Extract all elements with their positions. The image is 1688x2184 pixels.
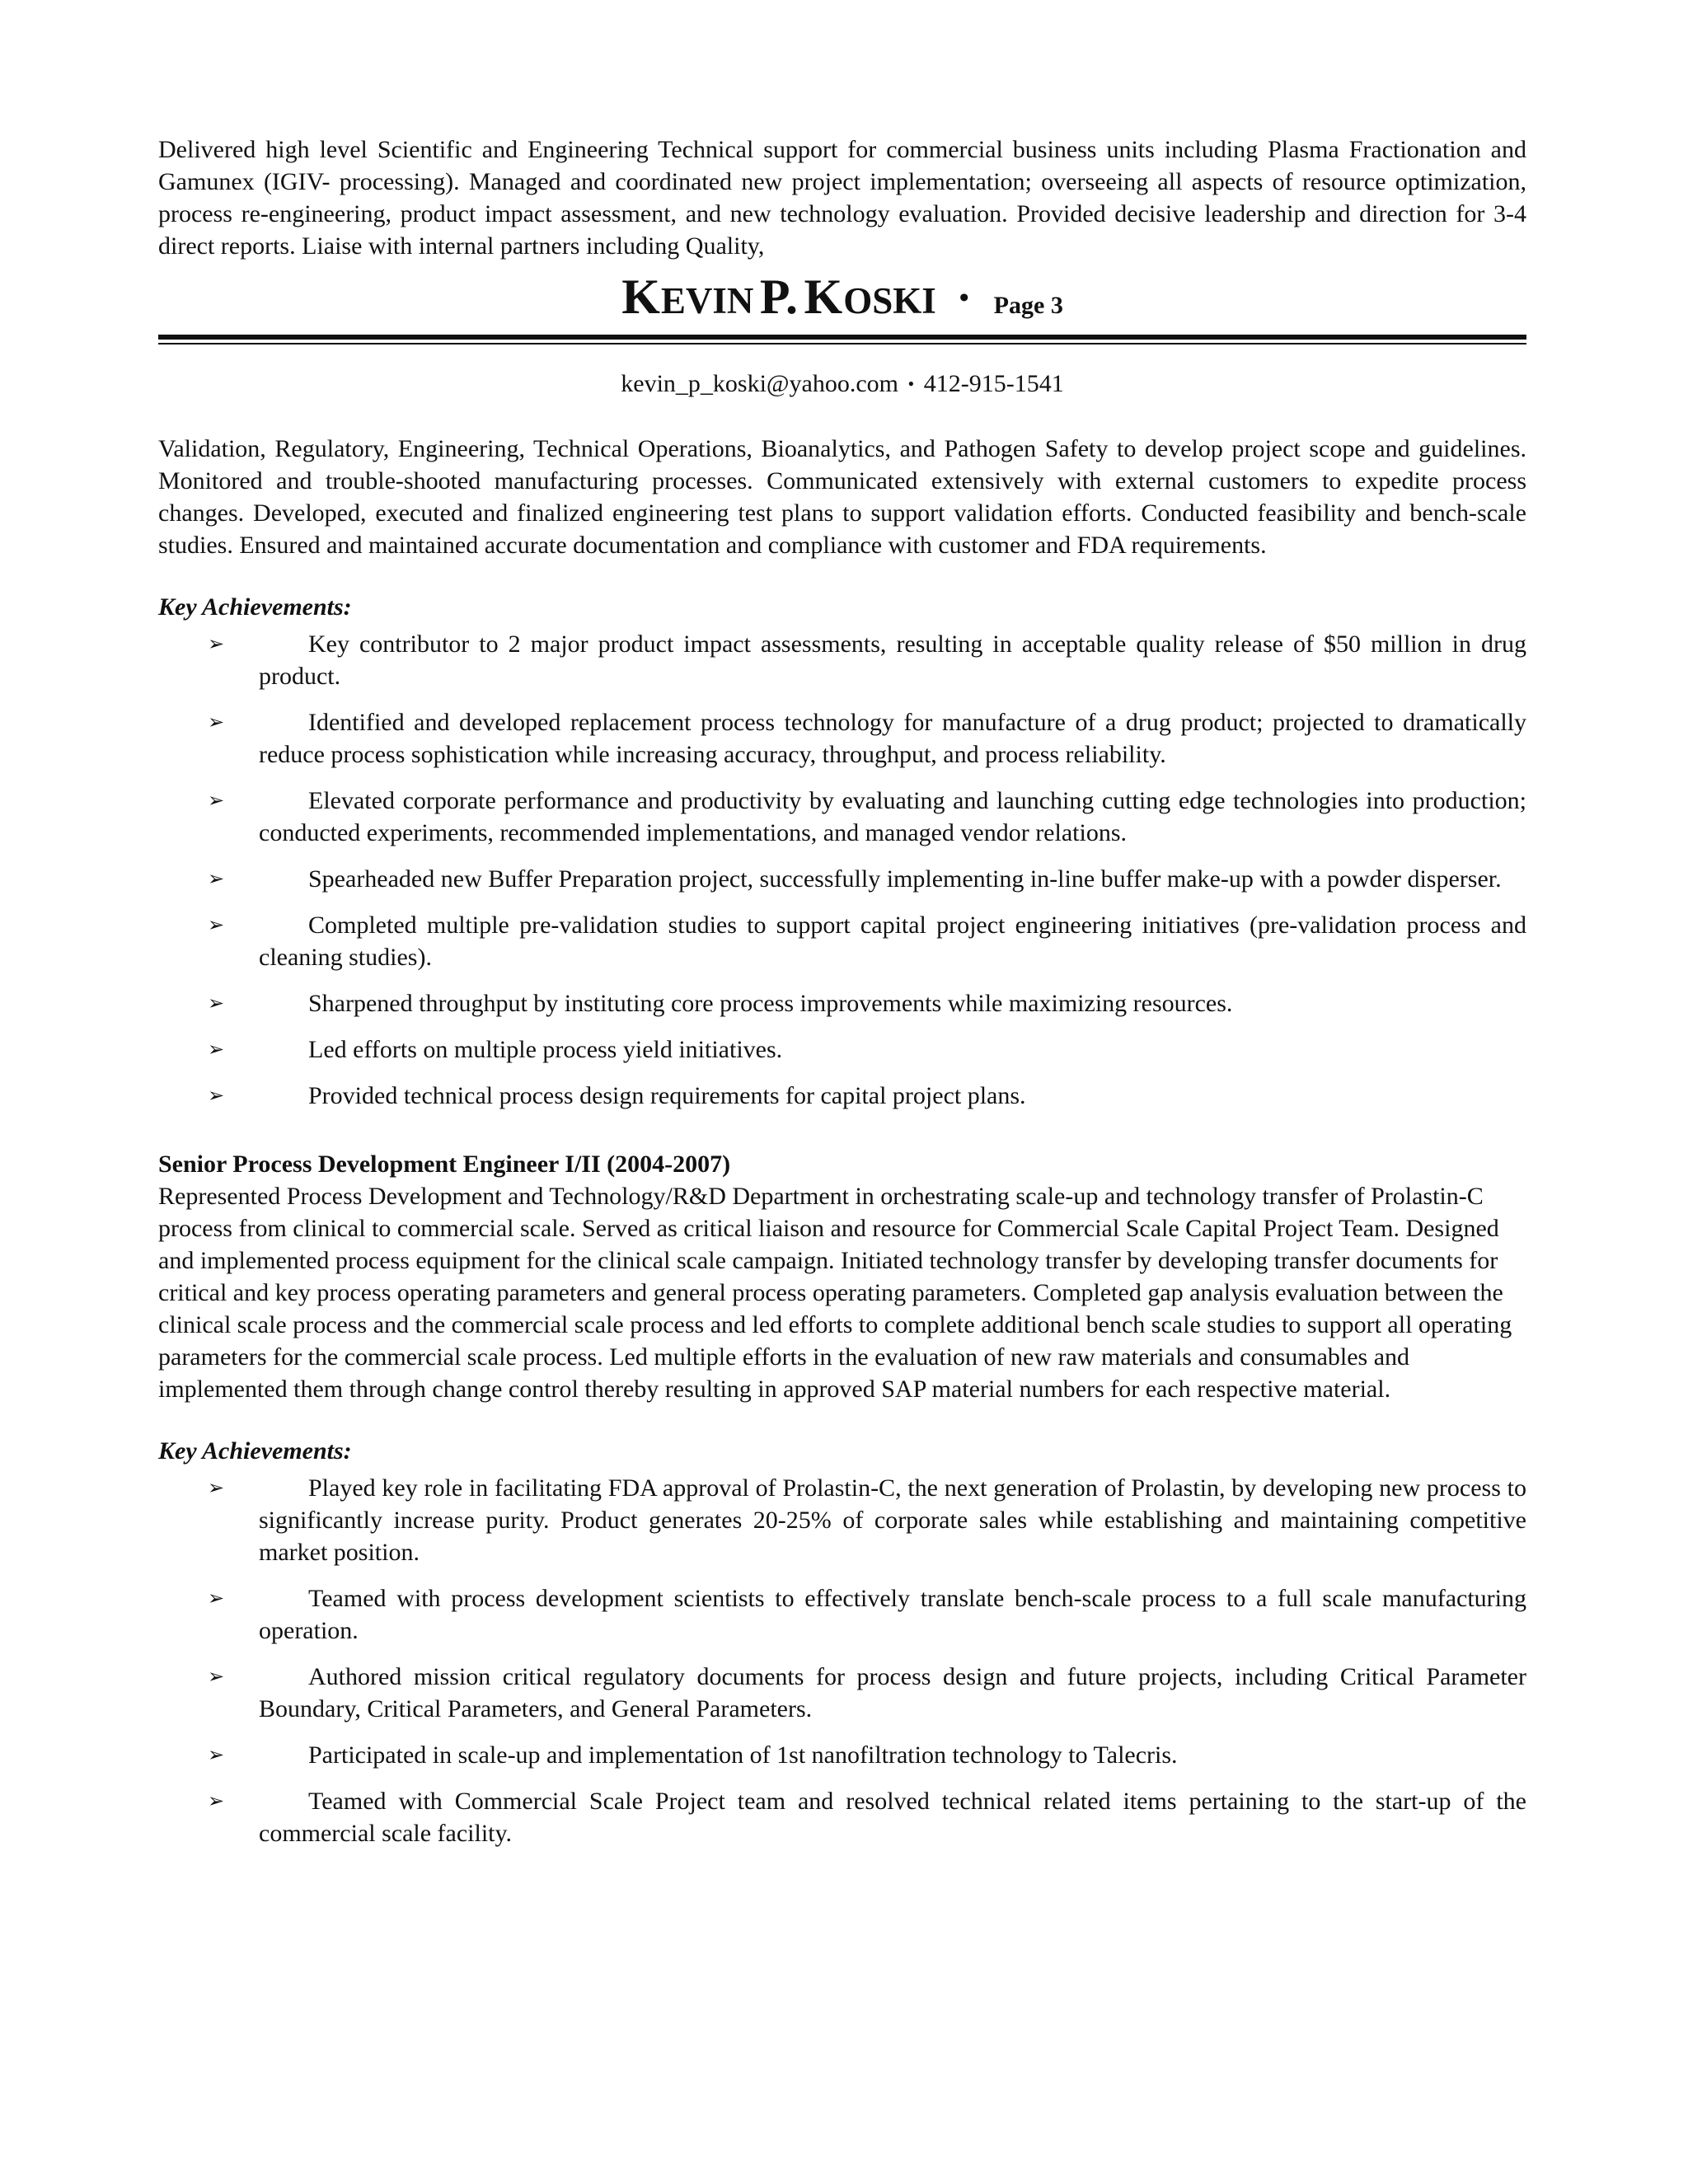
divider-thick-line: [158, 335, 1526, 340]
arrow-bullet-icon: ➢: [208, 789, 225, 812]
page-header: [158, 270, 1526, 323]
arrow-bullet-icon: ➢: [208, 1789, 225, 1812]
arrow-bullet-icon: ➢: [208, 632, 225, 655]
achievement-text: Teamed with process development scientists to effectively translate bench-scale process to a full scale manufacturing operation.: [259, 1585, 1526, 1644]
name-middle: P.: [759, 269, 799, 324]
achievement-text: Sharpened throughput by instituting core process improvements while maximizing resources.: [308, 990, 1233, 1017]
contact-separator: •: [907, 373, 915, 394]
contact-email: kevin_p_koski@yahoo.com: [621, 370, 899, 397]
achievement-text: Led efforts on multiple process yield initiatives.: [308, 1036, 783, 1063]
intro-paragraph: Delivered high level Scientific and Engineering Technical support for commercial business units including Plasma Fractionation and Gamunex (IGIV- processing). Managed and coordinated new project implementation; overseeing all aspects of resource optimization, process re-engineering, product impact assessment, and new technology evaluation. Provided decisive leadership and direction for 3-4 direct reports. Liaise with internal partners including Quality,: [158, 136, 1526, 260]
arrow-bullet-icon: ➢: [208, 1665, 225, 1688]
name-last-initial: K: [804, 269, 844, 324]
key-achievements-heading: Key Achievements:: [158, 1437, 352, 1465]
arrow-bullet-icon: ➢: [208, 1586, 225, 1610]
achievement-text: Provided technical process design requirements for capital project plans.: [308, 1082, 1026, 1109]
arrow-bullet-icon: ➢: [208, 991, 225, 1015]
job-title: Senior Process Development Engineer I/II (2004-2007): [158, 1151, 731, 1178]
list-item: [158, 863, 1526, 895]
arrow-bullet-icon: ➢: [208, 710, 225, 733]
list-item: [158, 706, 1526, 771]
contact-phone: 412-915-1541: [923, 370, 1064, 397]
list-item: [158, 628, 1526, 692]
achievement-text: Played key role in facilitating FDA approval of Prolastin-C, the next generation of Prolastin, by developing new process to significantly increase purity. Product generates 20-25% of corporate sales while establishing and maintaining competitive market position.: [259, 1474, 1526, 1566]
arrow-bullet-icon: ➢: [208, 913, 225, 936]
key-achievements-heading: Key Achievements:: [158, 593, 352, 621]
list-item: [158, 1080, 1526, 1112]
achievement-text: Completed multiple pre-validation studies to support capital project engineering initiatives (pre-validation process and cleaning studies).: [259, 912, 1526, 971]
achievement-list: [158, 1472, 1526, 1849]
arrow-bullet-icon: ➢: [208, 1084, 225, 1107]
list-item: [158, 1661, 1526, 1725]
arrow-bullet-icon: ➢: [208, 1743, 225, 1766]
list-item: [158, 785, 1526, 849]
divider-thin-line: [158, 343, 1526, 344]
header-divider: [158, 335, 1526, 344]
resume-page: [158, 134, 1526, 1863]
arrow-bullet-icon: ➢: [208, 1476, 225, 1499]
list-item: [158, 1785, 1526, 1849]
achievement-text: Key contributor to 2 major product impact assessments, resulting in acceptable quality release of $50 million in drug product.: [259, 630, 1526, 690]
achievement-text: Identified and developed replacement process technology for manufacture of a drug product; projected to dramatically reduce process sophistication while increasing accuracy, throughput, and process reliability.: [259, 709, 1526, 768]
achievement-text: Spearheaded new Buffer Preparation project, successfully implementing in-line buffer make-up with a powder disperser.: [308, 865, 1502, 893]
name-last-rest: OSKI: [843, 280, 936, 321]
achievement-list: [158, 628, 1526, 1112]
contact-line: [158, 368, 1526, 401]
job-description: Represented Process Development and Technology/R&D Department in orchestrating scale-up and technology transfer of Prolastin-C process from clinical to commercial scale. Served as critical liaison and resource for Commercial Scale Capital Project Team. Designed and implemented process equipment for the clinical scale campaign. Initiated technology transfer by developing transfer documents for critical and key process operating parameters and general process operating parameters. Completed gap analysis evaluation between the clinical scale process and the commercial scale process and led efforts to complete additional bench scale studies to support all operating parameters for the commercial scale process. Led multiple efforts in the evaluation of new raw materials and consumables and implemented them through change control thereby resulting in approved SAP material numbers for each respective material.: [158, 1183, 1512, 1403]
name-first-initial: K: [621, 269, 661, 324]
arrow-bullet-icon: ➢: [208, 1038, 225, 1061]
achievement-text: Teamed with Commercial Scale Project team and resolved technical related items pertaining to the start-up of the commercial scale facility.: [259, 1788, 1526, 1847]
continuation-paragraph: Validation, Regulatory, Engineering, Technical Operations, Bioanalytics, and Pathogen Safety to develop project scope and guidelines. Monitored and trouble-shooted manufacturing processes. Communicated extensively with external customers to expedite process changes. Developed, executed and finalized engineering test plans to support validation efforts. Conducted feasibility and bench-scale studies. Ensured and maintained accurate documentation and compliance with customer and FDA requirements.: [158, 435, 1526, 559]
name-first-rest: EVIN: [660, 280, 754, 321]
header-bullet: •: [959, 283, 969, 313]
list-item: [158, 1033, 1526, 1066]
achievement-text: Authored mission critical regulatory documents for process design and future projects, including Critical Parameter Boundary, Critical Parameters, and General Parameters.: [259, 1663, 1526, 1722]
list-item: [158, 1472, 1526, 1568]
arrow-bullet-icon: ➢: [208, 867, 225, 890]
achievement-text: Elevated corporate performance and productivity by evaluating and launching cutting edge technologies into production; conducted experiments, recommended implementations, and managed vendor relations.: [259, 787, 1526, 846]
list-item: [158, 1739, 1526, 1771]
list-item: [158, 909, 1526, 973]
achievement-text: Participated in scale-up and implementation of 1st nanofiltration technology to Talecris.: [308, 1741, 1178, 1769]
list-item: [158, 1582, 1526, 1647]
page-number-label: Page 3: [993, 292, 1063, 319]
list-item: [158, 987, 1526, 1019]
